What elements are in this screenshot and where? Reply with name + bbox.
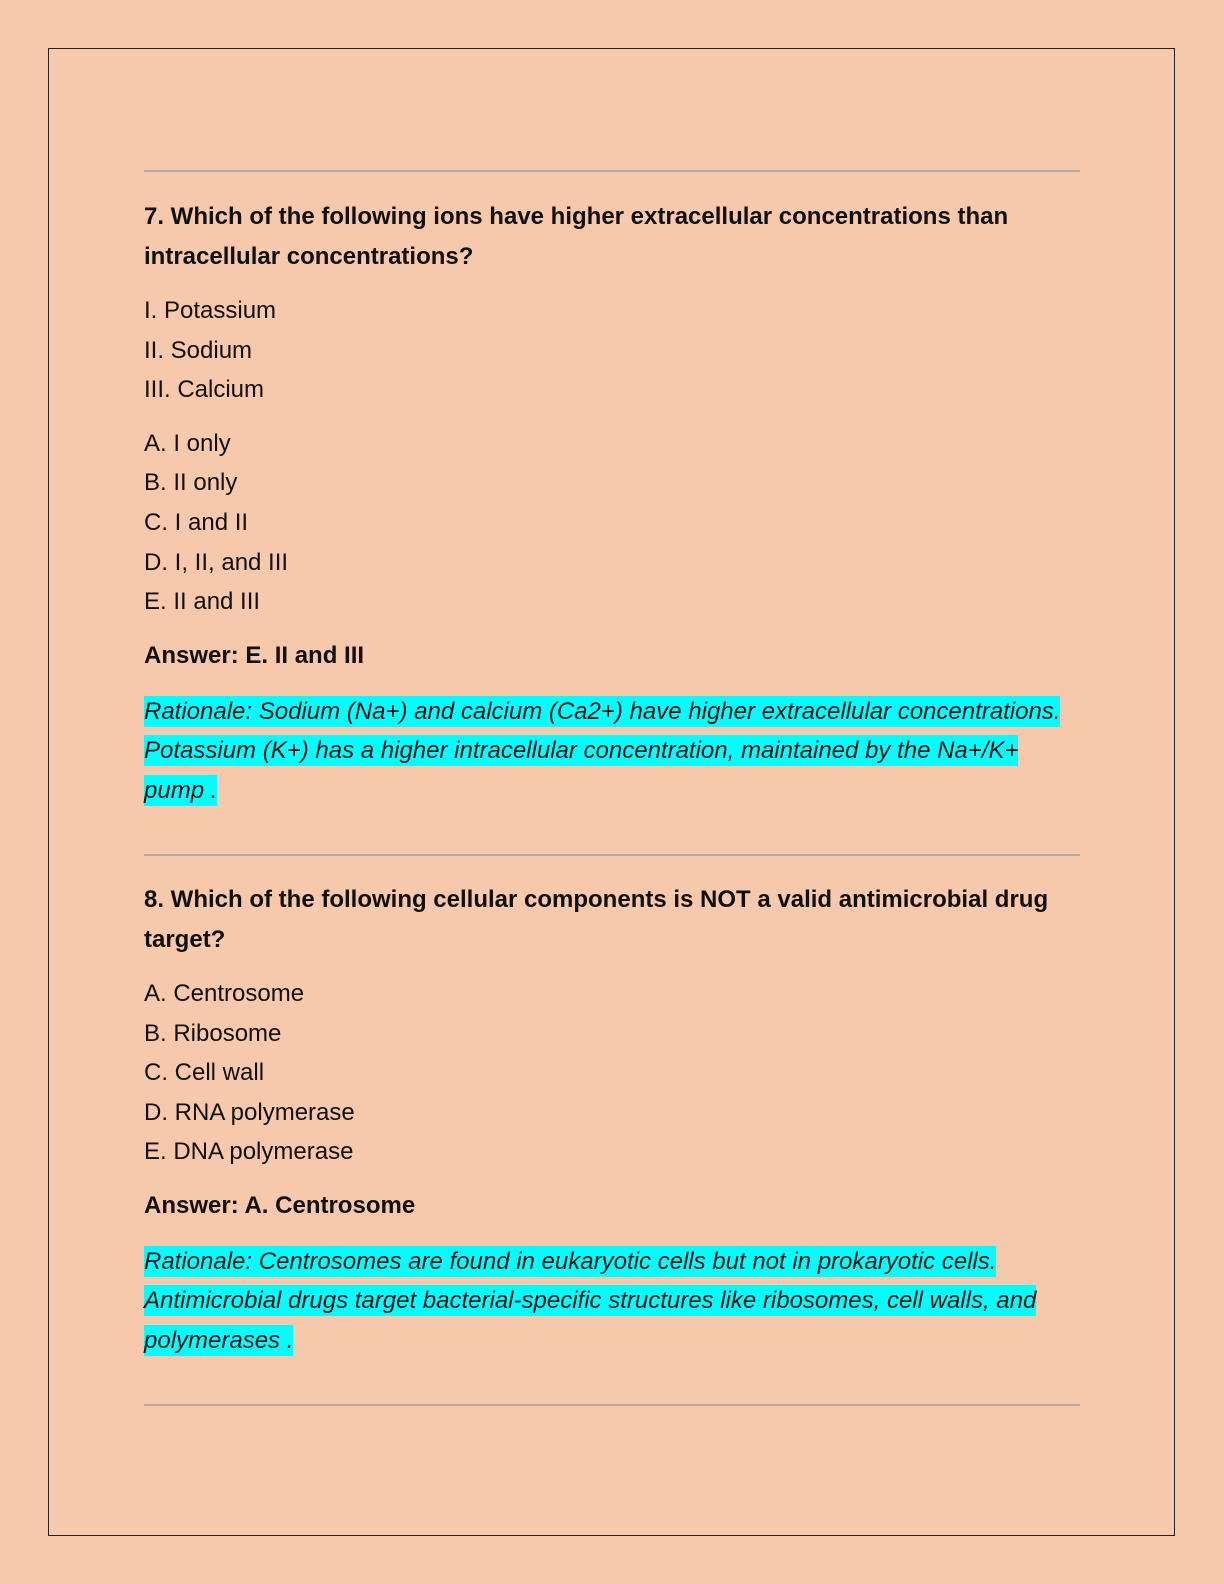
question-8-block	[144, 880, 1080, 1360]
question-8-rationale	[144, 1242, 1080, 1360]
list-item: III. Calcium	[144, 376, 265, 404]
list-item: II. Sodium	[144, 336, 253, 364]
option-c: C. I and II	[144, 508, 249, 536]
option-d: D. I, II, and III	[144, 548, 289, 576]
question-8-answer: Answer: A. Centrosome	[144, 1191, 416, 1219]
option-e: E. II and III	[144, 588, 261, 616]
option-a: A. Centrosome	[144, 979, 305, 1007]
question-7-rationale	[144, 692, 1080, 810]
document-body	[144, 170, 1080, 1406]
divider	[144, 170, 1080, 172]
divider	[144, 1404, 1080, 1406]
question-7-block	[144, 197, 1080, 810]
divider	[144, 854, 1080, 856]
question-7-answer: Answer: E. II and III	[144, 641, 365, 669]
question-7-items	[144, 291, 1080, 410]
rationale-highlight: Rationale: Sodium (Na+) and calcium (Ca2+) have higher extracellular concentrations. Potassium (K+) has a higher intracellular concentration, maintained by the Na+/K+ pump .	[144, 697, 1061, 804]
question-8-text: 8. Which of the following cellular components is NOT a valid antimicrobial drug target?	[144, 885, 1049, 953]
option-a: A. I only	[144, 429, 231, 457]
option-b: B. II only	[144, 469, 238, 497]
option-c: C. Cell wall	[144, 1059, 265, 1087]
option-d: D. RNA polymerase	[144, 1098, 355, 1126]
rationale-highlight: Rationale: Centrosomes are found in eukaryotic cells but not in prokaryotic cells. Antimicrobial drugs target bacterial-specific structures like ribosomes, cell walls, and polymerases .	[144, 1247, 1037, 1354]
question-8-options	[144, 974, 1080, 1172]
question-7-options	[144, 424, 1080, 622]
list-item: I. Potassium	[144, 297, 277, 324]
option-b: B. Ribosome	[144, 1019, 282, 1047]
option-e: E. DNA polymerase	[144, 1138, 354, 1166]
question-7-text: 7. Which of the following ions have higher extracellular concentrations than intracellular concentrations?	[144, 203, 1009, 270]
